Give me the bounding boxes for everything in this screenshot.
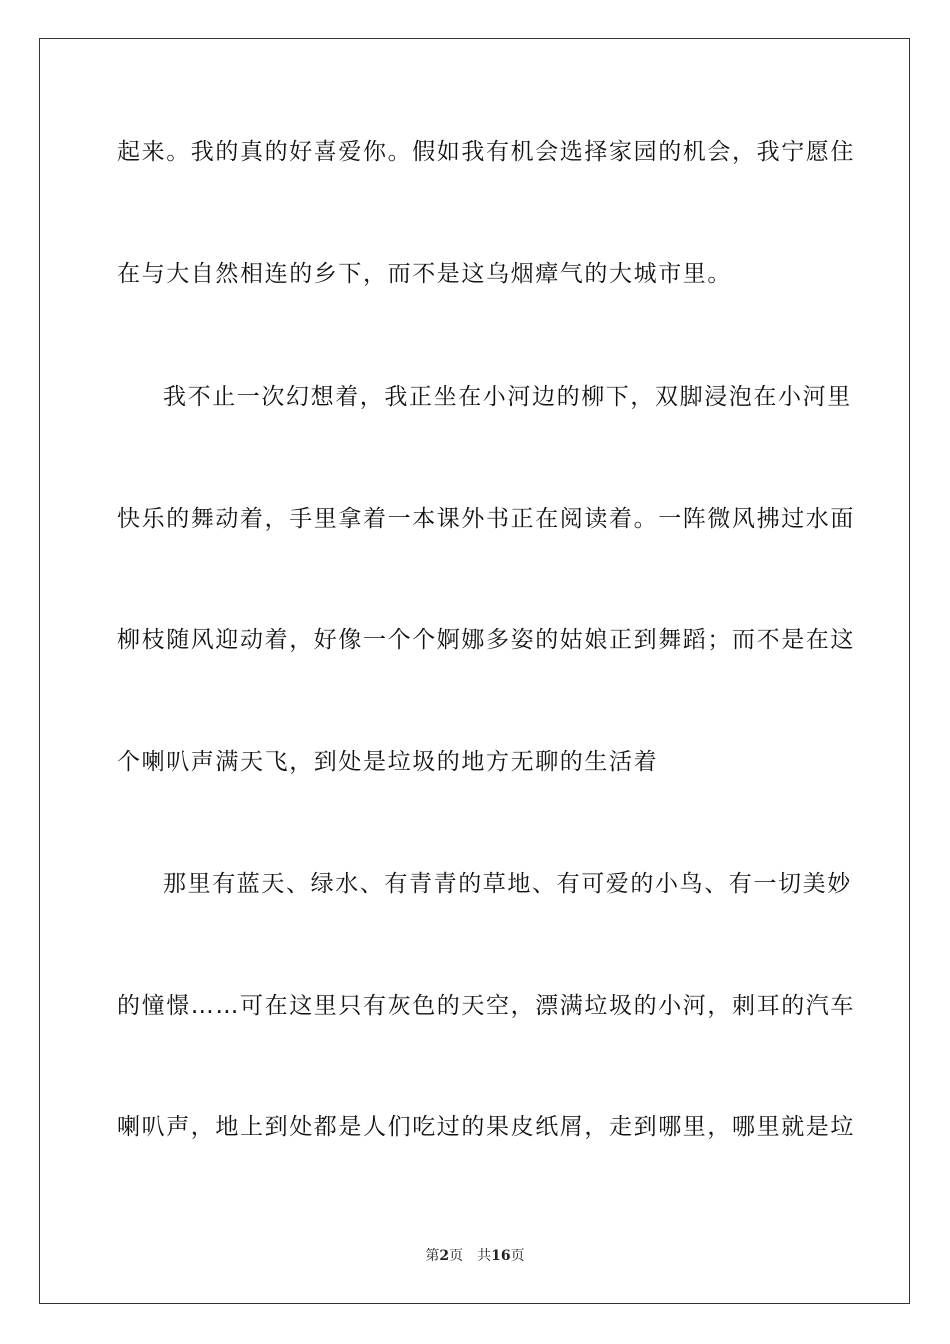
text-line-3: 我不止一次幻想着，我正坐在小河边的柳下，双脚浸泡在小河里 <box>163 384 852 410</box>
page-footer <box>0 1247 950 1265</box>
total-label-suffix: 页 <box>510 1248 525 1264</box>
text-line-7: 那里有蓝天、绿水、有青青的草地、有可爱的小鸟、有一切美妙 <box>163 871 852 897</box>
text-line-4: 快乐的舞动着，手里拿着一本课外书正在阅读着。一阵微风拂过水面 <box>117 506 855 532</box>
text-line-5: 柳枝随风迎动着，好像一个个婀娜多姿的姑娘正到舞蹈；而不是在这 <box>117 627 855 653</box>
text-line-9: 喇叭声，地上到处都是人们吃过的果皮纸屑，走到哪里，哪里就是垃 <box>117 1114 855 1140</box>
page-label-suffix: 页 <box>449 1248 464 1264</box>
total-label-prefix: 共 <box>477 1248 492 1264</box>
page-number: 2 <box>439 1248 450 1264</box>
page-label-prefix: 第 <box>425 1248 440 1264</box>
total-pages: 16 <box>491 1248 511 1264</box>
text-line-8: 的憧憬……可在这里只有灰色的天空，漂满垃圾的小河，刺耳的汽车 <box>117 993 855 1019</box>
text-line-6: 个喇叭声满天飞，到处是垃圾的地方无聊的生活着 <box>117 749 659 775</box>
text-line-1: 起来。我的真的好喜爱你。假如我有机会选择家园的机会，我宁愿住 <box>117 139 855 165</box>
text-line-2: 在与大自然相连的乡下，而不是这乌烟瘴气的大城市里。 <box>117 261 732 287</box>
